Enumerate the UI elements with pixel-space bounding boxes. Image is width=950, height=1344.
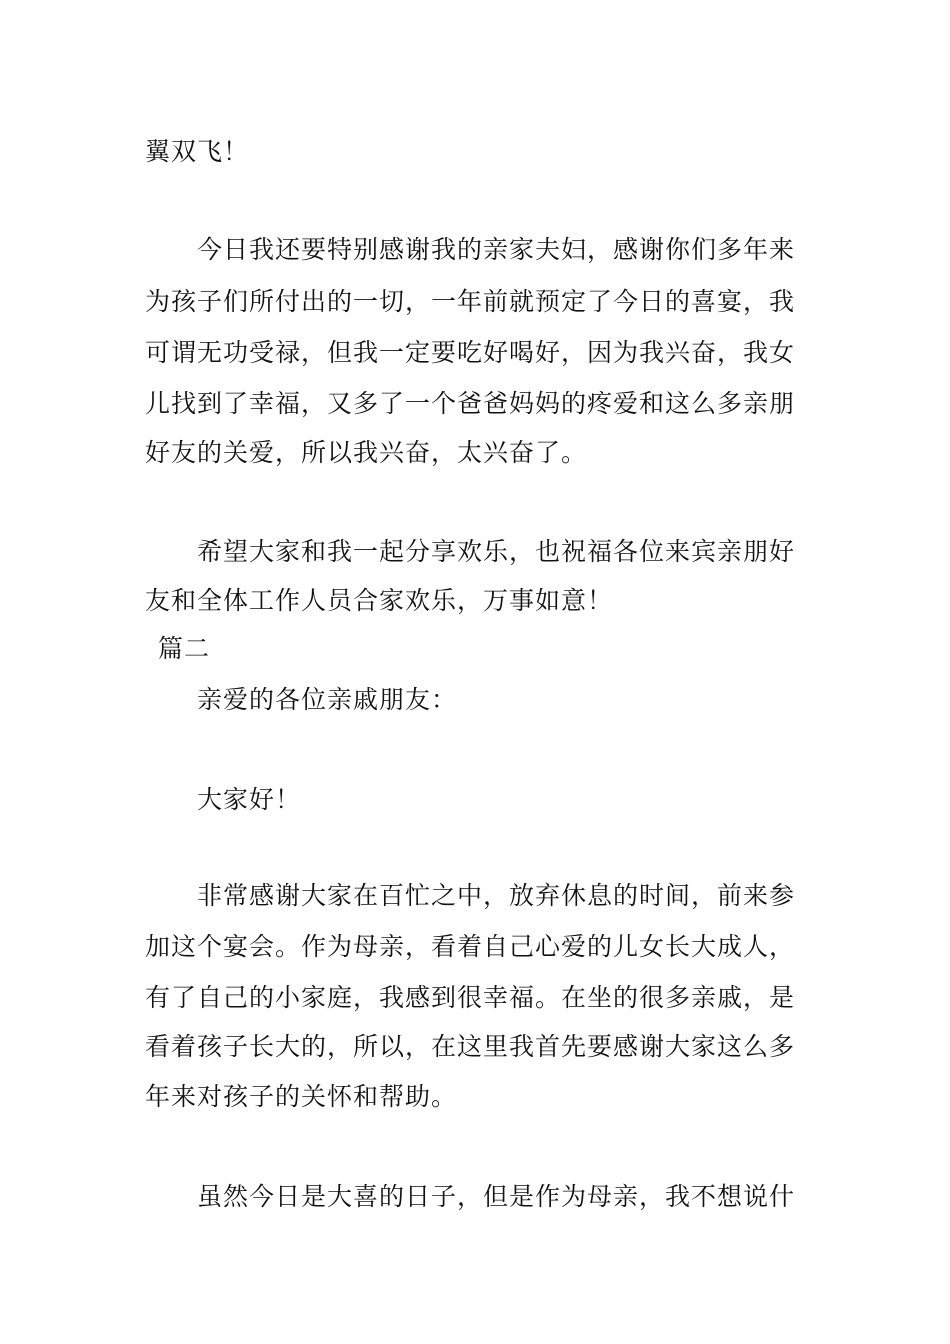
text-line: 虽然今日是大喜的日子，但是作为母亲，我不想说什 <box>197 1182 796 1211</box>
text-line: 为孩子们所付出的一切，一年前就预定了今日的喜宴，我 <box>145 287 796 316</box>
text-line: 大家好！ <box>197 785 302 814</box>
text-line: 非常感谢大家在百忙之中，放弃休息的时间，前来参 <box>197 881 796 910</box>
text-line: 今日我还要特别感谢我的亲家夫妇，感谢你们多年来 <box>197 235 796 264</box>
text-line: 看着孩子长大的，所以，在这里我首先要感谢大家这么多 <box>145 1032 796 1061</box>
text-line: 可谓无功受禄，但我一定要吃好喝好，因为我兴奋，我女 <box>145 338 796 367</box>
section-heading: 篇二 <box>158 634 211 663</box>
text-line: 加这个宴会。作为母亲，看着自己心爱的儿女长大成人， <box>145 932 796 961</box>
text-line: 好友的关爱，所以我兴奋，太兴奋了。 <box>145 438 588 467</box>
text-line: 希望大家和我一起分享欢乐，也祝福各位来宾亲朋好 <box>197 537 796 566</box>
text-line: 亲爱的各位亲戚朋友： <box>197 685 458 714</box>
text-line: 友和全体工作人员合家欢乐，万事如意！ <box>145 586 614 615</box>
text-line: 有了自己的小家庭，我感到很幸福。在坐的很多亲戚，是 <box>145 983 796 1012</box>
text-line: 儿找到了幸福，又多了一个爸爸妈妈的疼爱和这么多亲朋 <box>145 389 796 418</box>
text-line: 翼双飞！ <box>145 137 250 166</box>
text-line: 年来对孩子的关怀和帮助。 <box>145 1082 458 1111</box>
